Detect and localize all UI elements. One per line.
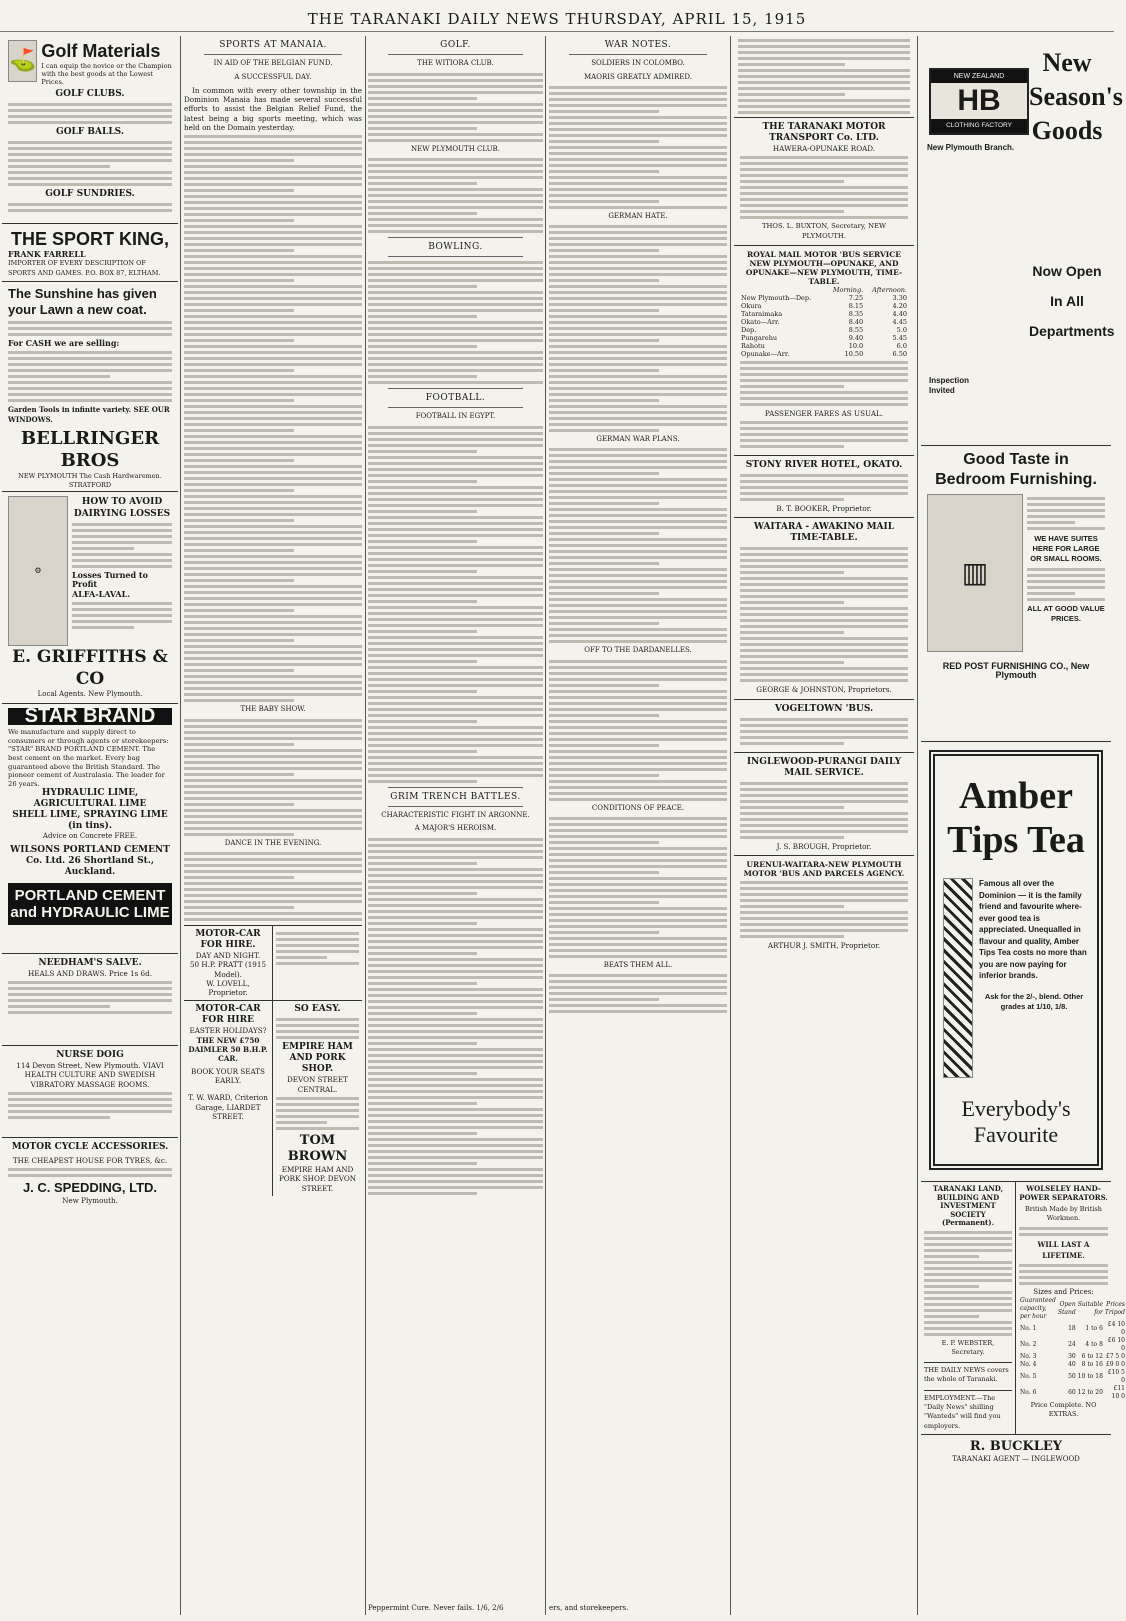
stony-river-title: STONY RIVER HOTEL, OKATO. — [745, 460, 903, 471]
hb-badge: NEW ZEALAND — [931, 70, 1027, 83]
beats-heading: BEATS THEM ALL. — [603, 961, 673, 970]
motorcar-easter-title: MOTOR-CAR FOR HIRE — [195, 1004, 261, 1026]
book-seats: BOOK YOUR SEATS EARLY. — [191, 1066, 265, 1085]
good-taste: Good Taste in Bedroom Furnishing. — [935, 451, 1097, 488]
concrete-advice: Advice on Concrete FREE. — [42, 832, 138, 841]
table-cell: £10 5 0 — [1107, 1368, 1125, 1384]
table-cell: 30 — [1068, 1352, 1076, 1360]
alfa-laval-ad — [2, 492, 178, 704]
timetable-row — [740, 310, 908, 318]
table-cell: Opunake—Arr. — [741, 349, 790, 358]
day-night: DAY AND NIGHT. — [195, 950, 261, 960]
table-cell: Okura — [741, 301, 762, 310]
urenui-ad — [734, 856, 914, 954]
farrell-name: FRANK FARRELL — [8, 249, 86, 259]
table-cell: 18 — [1068, 1324, 1076, 1332]
sports-sub: IN AID OF THE BELGIAN FUND. — [213, 59, 333, 68]
table-cell: 4.45 — [892, 317, 907, 326]
motor-cycle-title: MOTOR CYCLE ACCESSORIES. — [11, 1142, 169, 1152]
war-heading: WAR NOTES. — [604, 40, 672, 50]
spedding-ad — [2, 1138, 178, 1210]
lawnmower-copy — [8, 321, 172, 336]
amber-title: Amber Tips Tea — [947, 775, 1085, 861]
column-6-ads — [921, 36, 1125, 1615]
employment: EMPLOYMENT.—The "Daily News" shilling "Wanteds" will find you employers. — [924, 1390, 1012, 1431]
table-cell: No. 1 — [1020, 1324, 1037, 1332]
column-3-golf — [368, 36, 543, 1615]
waitara-ad — [734, 518, 914, 699]
shell-lime: SHELL LIME, SPRAYING LIME (in tins). — [12, 810, 168, 832]
passenger-fares: PASSENGER FARES AS USUAL. — [764, 408, 884, 418]
beats-text — [549, 974, 727, 1013]
hb-clothing-ad — [921, 36, 1123, 446]
table-cell: 8 to 16 — [1081, 1360, 1103, 1368]
inglewood-title: INGLEWOOD-PURANGI DAILY MAIL SERVICE. — [746, 756, 902, 778]
table-cell: 4.40 — [892, 309, 907, 318]
garden-tools: Garden Tools in infinite variety. SEE OUR WINDOWS. — [8, 405, 170, 424]
bellringer-sub: NEW PLYMOUTH The Cash Hardwaremen. STRATFORD — [18, 471, 162, 490]
table-cell: 6.50 — [892, 349, 907, 358]
table-cell: £4 10 0 — [1107, 1320, 1125, 1336]
star-brand-banner: STAR BRAND — [8, 708, 172, 725]
sizes-row — [1019, 1337, 1126, 1353]
waitara-title: WAITARA - AWAKINO MAIL TIME-TABLE. — [753, 522, 895, 544]
sports-heading: SPORTS AT MANAIA. — [219, 40, 327, 50]
urenui-copy — [740, 881, 908, 938]
inspection: Inspection Invited — [929, 376, 970, 395]
sports-article-text — [184, 135, 362, 702]
waitara-timetable — [740, 547, 908, 682]
land-bldg-title: TARANAKI LAND, BUILDING AND INVESTMENT SOCIETY (Permanent). — [932, 1184, 1004, 1227]
british-made: British Made by British Workmen. — [1025, 1205, 1102, 1223]
tom-brown: TOM BROWN — [287, 1133, 348, 1165]
storekeepers: ers, and storekeepers. — [549, 1603, 629, 1612]
dardanelles-heading: OFF TO THE DARDANELLES. — [584, 646, 692, 655]
golf-balls-list — [8, 141, 172, 186]
golf-materials-ad — [2, 36, 178, 224]
table-cell: No. 5 — [1020, 1372, 1037, 1380]
table-cell: No. 3 — [1020, 1352, 1037, 1360]
golf-intro: I can equip the novice or the Champion with the best goods at the Lowest Prices. — [41, 62, 172, 86]
timetable-row — [740, 294, 908, 302]
golf-clubs-heading: GOLF CLUBS. — [55, 89, 125, 99]
table-cell: 40 — [1068, 1360, 1076, 1368]
so-easy: SO EASY. — [294, 1004, 341, 1015]
good-value: ALL AT GOOD VALUE PRICES. — [1027, 604, 1105, 623]
column-2-sports — [184, 36, 362, 1615]
table-header-cell: Afternoon. — [872, 285, 907, 294]
johnston: GEORGE & JOHNSTON, Proprietors. — [756, 685, 892, 695]
table-cell: £9 0 0 — [1105, 1360, 1125, 1368]
peppermint-cure: Peppermint Cure. Never fails. 1/6, 2/6 — [368, 1603, 504, 1612]
vogeltown-title: VOGELTOWN 'BUS. — [774, 703, 874, 714]
table-cell: 5.45 — [892, 333, 907, 342]
table-cell: 8.40 — [848, 317, 864, 326]
baby-show-text — [184, 719, 362, 836]
royal-mail-title: ROYAL MAIL MOTOR 'BUS SERVICE NEW PLYMOUTH—OPUNAKE, AND OPUNAKE—NEW PLYMOUTH, TIME-TABLE. — [745, 249, 903, 286]
suites: WE HAVE SUITES HERE FOR LARGE OR SMALL ROOMS. — [1030, 534, 1102, 563]
table-cell: 4.20 — [892, 301, 907, 310]
maoris-heading: MAORIS GREATLY ADMIRED. — [584, 72, 692, 81]
witiora-heading: THE WITIORA CLUB. — [417, 59, 494, 68]
dairy-title: HOW TO AVOID DAIRYING LOSSES — [73, 497, 171, 519]
peace-text — [549, 817, 727, 958]
golf-sundries-heading: GOLF SUNDRIES. — [45, 189, 135, 199]
empire-shop: EMPIRE HAM AND PORK SHOP. — [282, 1042, 353, 1075]
dairy-turned: Losses Turned to Profit — [72, 570, 148, 590]
table-cell: No. 6 — [1020, 1388, 1037, 1396]
table-cell: 24 — [1068, 1340, 1076, 1348]
buckley: R. BUCKLEY — [969, 1438, 1063, 1454]
table-header-cell: Suitable for — [1077, 1300, 1103, 1316]
table-cell: Tataraimaka — [741, 309, 783, 318]
sizes-row — [1019, 1385, 1126, 1401]
timetable-row — [740, 334, 908, 342]
table-cell: 9.40 — [848, 333, 864, 342]
table-cell: 6 to 12 — [1081, 1352, 1103, 1360]
witiora-text — [368, 73, 543, 142]
soldiers-heading: SOLDIERS IN COLOMBO. — [591, 59, 685, 68]
sizes-prices: Sizes and Prices: — [1033, 1287, 1094, 1296]
table-cell: No. 2 — [1020, 1340, 1037, 1348]
taranaki-motor-title: THE TARANAKI MOTOR TRANSPORT Co. LTD. — [762, 122, 886, 143]
table-header-cell: Guaranteed capacity, per hour — [1020, 1296, 1056, 1320]
nurse-copy — [8, 1092, 172, 1119]
easter-holidays: EASTER HOLIDAYS? — [189, 1026, 267, 1036]
table-cell: 12 to 20 — [1077, 1388, 1103, 1396]
cheapest-house: THE CHEAPEST HOUSE FOR TYRES, &c. — [12, 1156, 168, 1165]
stony-river-ad — [734, 456, 914, 518]
dance-heading: DANCE IN THE EVENING. — [224, 838, 322, 847]
table-cell: 8.55 — [848, 325, 864, 334]
booker: B. T. BOOKER, Proprietor. — [776, 504, 872, 514]
table-cell: New Plymouth—Dep. — [741, 293, 812, 302]
new-season: New Season's Goods — [1029, 48, 1123, 145]
table-cell: 6.0 — [896, 341, 907, 350]
sports-sub-2: A SUCCESSFUL DAY. — [234, 72, 312, 81]
table-cell: 50 — [1068, 1372, 1076, 1380]
sunshine-headline: The Sunshine has given your Lawn a new coat. — [8, 286, 157, 317]
table-cell: 8.35 — [848, 309, 864, 318]
lifetime: WILL LAST A LIFETIME. — [1037, 1239, 1090, 1260]
maoris-text — [549, 86, 727, 209]
return-timetable — [740, 361, 908, 406]
griffiths-sub: Local Agents. New Plymouth. — [37, 690, 143, 698]
sizes-row — [1019, 1369, 1126, 1385]
royal-mail-timetable — [740, 286, 908, 358]
wolseley-copy-2 — [1019, 1264, 1108, 1285]
motorcar-note — [276, 932, 359, 965]
price-complete: Price Complete. NO EXTRAS. — [1030, 1400, 1097, 1419]
dairy-copy-2 — [72, 602, 172, 629]
golf-clubs-list — [8, 103, 172, 124]
red-post-ad — [921, 446, 1111, 742]
red-post-copy-2 — [1027, 568, 1105, 601]
stony-river-copy — [740, 474, 908, 501]
sizes-row — [1019, 1321, 1126, 1337]
golf-heading: GOLF. — [440, 40, 471, 50]
sizes-row — [1019, 1361, 1126, 1369]
peace-heading: CONDITIONS OF PEACE. — [591, 803, 685, 812]
red-post-copy — [1027, 497, 1105, 530]
now-open: Now Open In All Departments — [1029, 263, 1115, 339]
motorcar-hire-title: MOTOR-CAR FOR HIRE. — [195, 928, 261, 950]
hb-letters: HB — [957, 84, 1001, 118]
needham-ad — [2, 954, 178, 1046]
griffiths-name: E. GRIFFITHS & CO — [12, 647, 168, 689]
inglewood-ad — [734, 753, 914, 856]
hb-branch: New Plymouth Branch. — [927, 142, 1015, 152]
devon-central: DEVON STREET CENTRAL. — [287, 1075, 348, 1094]
separator-illustration: ⚙ — [8, 496, 68, 646]
sport-king-title: THE SPORT KING, — [10, 229, 169, 249]
table-cell: 5.0 — [896, 325, 907, 334]
taranaki-motor-copy — [740, 156, 908, 219]
grim-heading: GRIM TRENCH BATTLES. — [390, 791, 521, 802]
football-sub: FOOTBALL IN EGYPT. — [415, 412, 496, 421]
german-hate-heading: GERMAN HATE. — [608, 211, 668, 220]
cash-heading: For CASH we are selling: — [8, 338, 120, 348]
german-war-heading: GERMAN WAR PLANS. — [596, 435, 680, 444]
table-cell: 4 to 8 — [1085, 1340, 1103, 1348]
football-text — [368, 426, 543, 783]
npclub-text — [368, 158, 543, 233]
german-hate-text — [549, 225, 727, 432]
pratt-model: 50 H.P. PRATT (1915 Model). — [189, 960, 267, 979]
wolseley-title: WOLSELEY HAND-POWER SEPARATORS. — [1019, 1184, 1108, 1202]
table-cell: Pungarehu — [741, 333, 778, 342]
inglewood-copy — [740, 782, 908, 839]
buxton: THOS. L. BUXTON, Secretary, NEW PLYMOUTH. — [761, 222, 887, 240]
timetable-row — [740, 302, 908, 310]
farrell-sub: IMPORTER OF EVERY DESCRIPTION OF SPORTS AND GAMES. P.O. BOX 87, ELTHAM. — [8, 259, 161, 277]
empire-copy — [276, 1097, 359, 1130]
amber-ask: Ask for the 2/-, blend. Other grades at 1/10, 1/8. — [984, 991, 1084, 1011]
npclub-heading: NEW PLYMOUTH CLUB. — [411, 144, 500, 153]
table-cell: 10.0 — [848, 341, 864, 350]
nurse-doig-ad — [2, 1046, 178, 1138]
amber-decoration — [943, 878, 973, 1078]
football-heading: FOOTBALL. — [425, 393, 486, 404]
tom-brown-sub: EMPIRE HAM AND PORK SHOP. DEVON STREET. — [278, 1165, 357, 1193]
spedding-sub: New Plymouth. — [62, 1196, 118, 1206]
hb-logo — [929, 68, 1029, 135]
red-post-name: RED POST FURNISHING CO., New Plymouth — [942, 661, 1090, 681]
table-cell: 60 — [1068, 1388, 1076, 1396]
table-header-cell: Morning. — [832, 285, 864, 294]
grim-text — [368, 838, 543, 1195]
everybody-favourite: Everybody's Favourite — [961, 1096, 1071, 1147]
royal-mail-ad — [734, 246, 914, 456]
dairy-copy — [72, 523, 172, 568]
table-cell: Okato—Arr. — [741, 317, 780, 326]
spedding-name: J. C. SPEDDING, LTD. — [22, 1180, 158, 1196]
vogeltown-copy — [740, 718, 908, 745]
bellringer-ad — [2, 282, 178, 492]
golf-sundries-list — [8, 203, 172, 212]
table-cell: Dep. — [741, 325, 757, 334]
mower-list — [8, 351, 172, 402]
table-cell: 10 to 18 — [1077, 1372, 1103, 1380]
hydraulic-lime: HYDRAULIC LIME, — [41, 788, 139, 799]
grim-sub-2: A MAJOR'S HEROISM. — [414, 824, 497, 833]
table-cell: 7.25 — [848, 293, 864, 302]
daily-news: THE DAILY NEWS covers the whole of Taranaki. — [924, 1362, 1012, 1385]
column-4-war — [549, 36, 727, 1615]
timetable-row — [740, 326, 908, 334]
land-bldg-copy — [924, 1231, 1012, 1336]
ward: T. W. WARD, Criterion Garage, LIARDET STREET. — [188, 1093, 268, 1121]
timetable-row — [740, 342, 908, 350]
bowling-heading: BOWLING. — [428, 241, 483, 252]
wolseley-copy — [1019, 1227, 1108, 1236]
golf-title: Golf Materials — [41, 41, 161, 61]
table-cell: No. 4 — [1020, 1360, 1037, 1368]
needham-title: NEEDHAM'S SALVE. — [38, 958, 142, 968]
wardrobe-illustration: ▥ — [927, 494, 1023, 652]
table-header-cell: Prices Tripod — [1104, 1300, 1125, 1316]
table-cell: £7 5 0 — [1105, 1352, 1125, 1360]
timetable-row — [740, 318, 908, 326]
needham-copy — [8, 981, 172, 1014]
dairy-brand: ALFA-LAVAL. — [72, 588, 131, 599]
star-text: We manufacture and supply direct to consumers or through agents or storekeepers: "STAR" BRAND PORTLAND CEMENT. The best cement on the market. Every bag guaranteed above the British Standard. The pioneer cement of Australasia. The leader for 26 years. — [8, 728, 169, 788]
buckley-sub: TARANAKI AGENT — INGLEWOOD — [952, 1454, 1080, 1463]
column-1-ads — [2, 36, 178, 1615]
table-cell: 8.15 — [848, 301, 864, 310]
dance-text — [184, 852, 362, 921]
wilsons-address: WILSONS PORTLAND CEMENT Co. Ltd. 26 Shortland St., Auckland. — [10, 844, 170, 877]
sports-para-1: In common with every other township in the Dominion Manaia has made several successful efforts to assist the Belgian Relief Fund, the latest being a big sports meeting, which was held on the Domain yesterday. — [184, 85, 362, 133]
portland-banner: PORTLAND CEMENT and HYDRAULIC LIME — [8, 883, 172, 925]
wolseley-sizes-table — [1019, 1297, 1126, 1401]
masthead: THE TARANAKI DAILY NEWS THURSDAY, APRIL 15, 1915 — [0, 0, 1114, 32]
agricultural-lime: AGRICULTURAL LIME — [33, 799, 147, 810]
fares-copy — [740, 421, 908, 448]
vogeltown-ad — [734, 700, 914, 753]
golfer-illustration: ⛳ — [8, 40, 37, 82]
taranaki-motor-ad — [734, 117, 914, 246]
nurse-body: 114 Devon Street, New Plymouth. VIAVI HEALTH CULTURE AND SWEDISH VIBRATORY MASSAGE ROOMS. — [16, 1061, 164, 1089]
dardanelles-text — [549, 660, 727, 801]
hb-factory: CLOTHING FACTORY — [931, 119, 1027, 132]
amber-tips-ad — [921, 742, 1111, 1182]
baby-show-heading: THE BABY SHOW. — [240, 705, 306, 714]
lovell: W. LOVELL, Proprietor. — [206, 978, 250, 998]
bowling-text — [368, 261, 543, 384]
sport-king-ad — [2, 224, 178, 282]
needham-body: HEALS AND DRAWS. Price 1s 6d. — [27, 969, 153, 978]
timetable-row — [740, 350, 908, 358]
spedding-copy — [8, 1168, 172, 1177]
star-brand-ad — [2, 704, 178, 954]
table-cell: 10.50 — [844, 349, 864, 358]
golf-balls-heading: GOLF BALLS. — [56, 127, 124, 137]
brough: J. S. BROUGH, Proprietor. — [776, 841, 872, 851]
smith: ARTHUR J. SMITH, Proprietor. — [767, 941, 881, 951]
table-cell: Rahotu — [741, 341, 765, 350]
table-cell: 1 to 6 — [1085, 1324, 1103, 1332]
webster: E. P. WEBSTER, Secretary. — [941, 1338, 995, 1356]
german-war-text — [549, 448, 727, 643]
table-cell: 3.30 — [892, 293, 907, 302]
daimler: THE NEW £750 DAIMLER 50 B.H.P. CAR. — [188, 1035, 268, 1064]
hawera-road: HAWERA-OPUNAKE ROAD. — [772, 144, 876, 153]
war-notes-cont — [734, 39, 914, 114]
bellringer-name: BELLRINGER BROS — [20, 427, 160, 471]
column-5-transport — [734, 36, 914, 1615]
urenui-title: URENUI-WAITARA-NEW PLYMOUTH MOTOR 'BUS AND PARCELS AGENCY. — [743, 860, 905, 879]
table-header-cell — [740, 286, 826, 294]
table-header-cell: Open Stand — [1057, 1300, 1076, 1316]
table-cell: £11 10 0 — [1111, 1384, 1125, 1400]
table-cell: £6 10 0 — [1107, 1336, 1125, 1352]
amber-text: Famous all over the Dominion — it is the family friend and favourite where-ever good tea is appreciated. Unequalled in flavour and quality, Amber Tips Tea costs no more than you are now paying for inferior brands. — [979, 879, 1087, 980]
grim-sub: CHARACTERISTIC FIGHT IN ARGONNE. — [381, 811, 530, 820]
so-easy-copy — [276, 1018, 359, 1039]
sizes-row — [1019, 1353, 1126, 1361]
nurse-title: NURSE DOIG — [56, 1050, 124, 1060]
